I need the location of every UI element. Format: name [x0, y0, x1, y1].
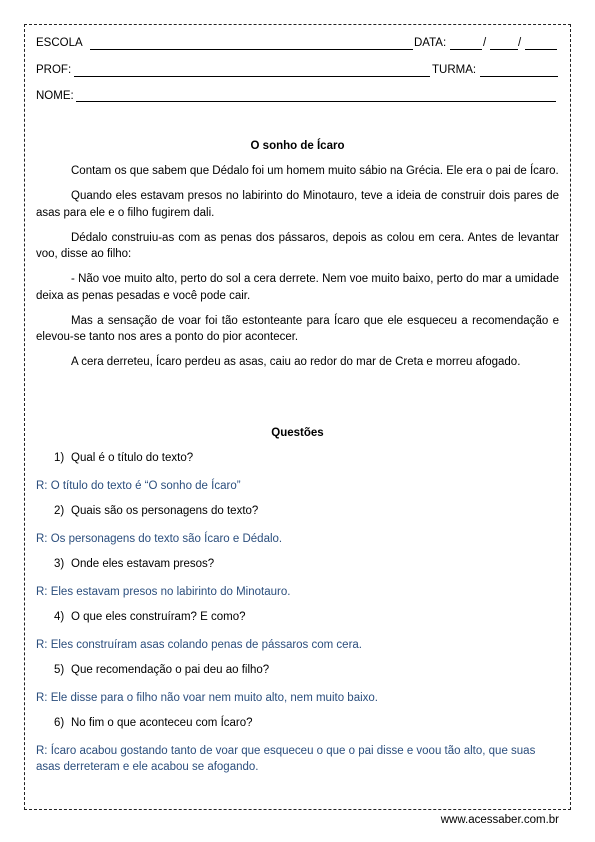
question-text: Que recomendação o pai deu ao filho?: [71, 664, 270, 676]
story-text: [36, 163, 559, 379]
prof-label: PROF:: [36, 64, 72, 76]
story-paragraph: Dédalo construiu-as com as penas dos pássaros, depois as colou em cera. Antes de levantar voo, disse ao filho:: [36, 231, 559, 260]
turma-label: TURMA:: [432, 64, 477, 76]
question-item: [36, 610, 559, 624]
story-paragraph: Quando eles estavam presos no labirinto do Minotauro, teve a ideia de construir dois pares de asas para ele e o filho fugirem dali.: [36, 190, 559, 219]
answer-text: R: Os personagens do texto são Ícaro e Dédalo.: [36, 532, 283, 545]
nome-label: NOME:: [36, 90, 74, 102]
question-item: [36, 451, 559, 465]
footer-url[interactable]: www.acessaber.com.br: [440, 814, 559, 826]
question-text: Quais são os personagens do texto?: [71, 505, 259, 517]
escola-field[interactable]: [90, 49, 413, 50]
question-item: [36, 504, 559, 518]
answer-text: R: Ele disse para o filho não voar nem muito alto, nem muito baixo.: [36, 691, 378, 704]
prof-field[interactable]: [74, 76, 430, 77]
story-paragraph: - Não voe muito alto, perto do sol a cera derrete. Nem voe muito baixo, perto do mar a umidade deixa as penas pesadas e você pode cair.: [36, 273, 559, 302]
question-text: Qual é o título do texto?: [71, 452, 194, 464]
answer-text: R: Eles estavam presos no labirinto do Minotauro.: [36, 585, 291, 598]
question-number: 5): [54, 664, 65, 676]
question-item: [36, 663, 559, 677]
nome-field[interactable]: [76, 101, 556, 102]
data-label: DATA:: [414, 37, 447, 49]
questions-title: Questões: [271, 427, 324, 439]
question-text: O que eles construíram? E como?: [71, 611, 246, 623]
question-item: [36, 557, 559, 571]
data-year-field[interactable]: [525, 49, 557, 50]
answer-text: R: O título do texto é “O sonho de Ícaro”: [36, 479, 241, 492]
story-title: O sonho de Ícaro: [250, 140, 345, 152]
data-day-field[interactable]: [450, 49, 482, 50]
data-separator-2: /: [518, 37, 522, 49]
turma-field[interactable]: [480, 76, 558, 77]
data-month-field[interactable]: [490, 49, 518, 50]
question-number: 3): [54, 558, 65, 570]
question-number: 1): [54, 452, 65, 464]
escola-label: ESCOLA: [36, 37, 83, 49]
data-separator-1: /: [483, 37, 487, 49]
question-text: No fim o que aconteceu com Ícaro?: [71, 717, 253, 729]
question-item: [36, 716, 559, 730]
answer-text: R: Ícaro acabou gostando tanto de voar que esqueceu o que o pai disse e voou tão alto, que suas asas derreteram e ele acabou se afogando.: [36, 744, 536, 773]
question-number: 4): [54, 611, 65, 623]
question-number: 6): [54, 717, 65, 729]
question-text: Onde eles estavam presos?: [71, 558, 215, 570]
question-number: 2): [54, 505, 65, 517]
story-paragraph: Contam os que sabem que Dédalo foi um homem muito sábio na Grécia. Ele era o pai de Ícaro.: [71, 165, 559, 177]
questions-list: [36, 451, 559, 786]
story-paragraph: A cera derreteu, Ícaro perdeu as asas, caiu ao redor do mar de Creta e morreu afogado.: [71, 356, 521, 368]
story-paragraph: Mas a sensação de voar foi tão estonteante para Ícaro que ele esqueceu a recomendação e elevou-se tanto nos ares a ponto do pior acontecer.: [36, 314, 559, 343]
answer-text: R: Eles construíram asas colando penas de pássaros com cera.: [36, 638, 362, 651]
